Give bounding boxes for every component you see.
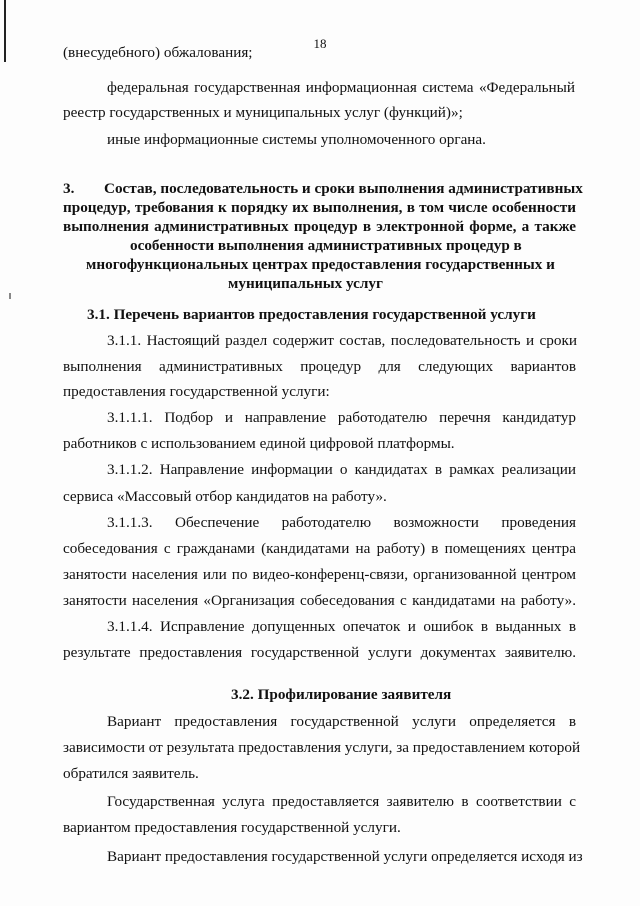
- text-line-l07: выполнения административных процедур в электронной форме, а также: [63, 218, 576, 235]
- text-line-l29: Государственная услуга предоставляется заявителю в соответствии с: [107, 793, 576, 810]
- text-line-l02: федеральная государственная информационная система «Федеральный: [107, 79, 575, 96]
- text-line-l19: 3.1.1.3. Обеспечение работодателю возможности проведения: [107, 514, 576, 531]
- text-line-l13: выполнения административных процедур для следующих вариантов: [63, 358, 576, 375]
- text-line-l09: многофункциональных центрах предоставления государственных и: [86, 256, 555, 273]
- page-number: 18: [313, 36, 327, 51]
- text-line-l30: вариантом предоставления государственной услуги.: [63, 819, 401, 836]
- text-line-l25: 3.2. Профилирование заявителя: [231, 686, 452, 703]
- text-line-l15: 3.1.1.1. Подбор и направление работодателю перечня кандидатур: [107, 409, 576, 426]
- scan-edge-mark: [4, 0, 6, 62]
- text-line-l04: иные информационные системы уполномоченного органа.: [107, 131, 486, 148]
- text-line-l03: реестр государственных и муниципальных услуг (функций)»;: [63, 104, 463, 121]
- text-line-l21: занятости населения или по видео-конференц-связи, организованной центром: [63, 566, 576, 583]
- text-line-l10: муниципальных услуг: [228, 275, 383, 292]
- text-line-l05a: 3.: [63, 180, 75, 197]
- text-line-l27: зависимости от результата предоставления услуги, за предоставлением которой: [63, 739, 581, 756]
- text-line-l14: предоставления государственной услуги:: [63, 383, 330, 400]
- text-line-l11: 3.1. Перечень вариантов предоставления государственной услуги: [87, 306, 536, 323]
- text-line-l12: 3.1.1. Настоящий раздел содержит состав, последовательность и сроки: [107, 332, 577, 349]
- scan-dot-mark: [9, 293, 11, 299]
- text-line-l17: 3.1.1.2. Направление информации о кандидатах в рамках реализации: [107, 461, 576, 478]
- text-line-l23: 3.1.1.4. Исправление допущенных опечаток и ошибок в выданных в: [107, 618, 576, 635]
- text-line-l22: занятости населения «Организация собеседования с кандидатами на работу».: [63, 592, 576, 609]
- text-line-l01: (внесудебного) обжалования;: [63, 44, 253, 61]
- text-line-l31: Вариант предоставления государственной услуги определяется исходя из: [107, 848, 583, 865]
- text-line-l28: обратился заявитель.: [63, 765, 199, 782]
- text-line-l06: процедур, требования к порядку их выполнения, в том числе особенности: [63, 199, 576, 216]
- text-line-l16: работников с использованием единой цифровой платформы.: [63, 435, 455, 452]
- text-line-l20: собеседования с гражданами (кандидатами на работу) в помещениях центра: [63, 540, 576, 557]
- text-line-l08: особенности выполнения административных процедур в: [130, 237, 522, 254]
- text-line-l05b: Состав, последовательность и сроки выполнения административных: [104, 180, 583, 197]
- text-line-l18: сервиса «Массовый отбор кандидатов на работу».: [63, 488, 387, 505]
- text-line-l26: Вариант предоставления государственной услуги определяется в: [107, 713, 576, 730]
- text-line-l24: результате предоставления государственной услуги документах заявителю.: [63, 644, 576, 661]
